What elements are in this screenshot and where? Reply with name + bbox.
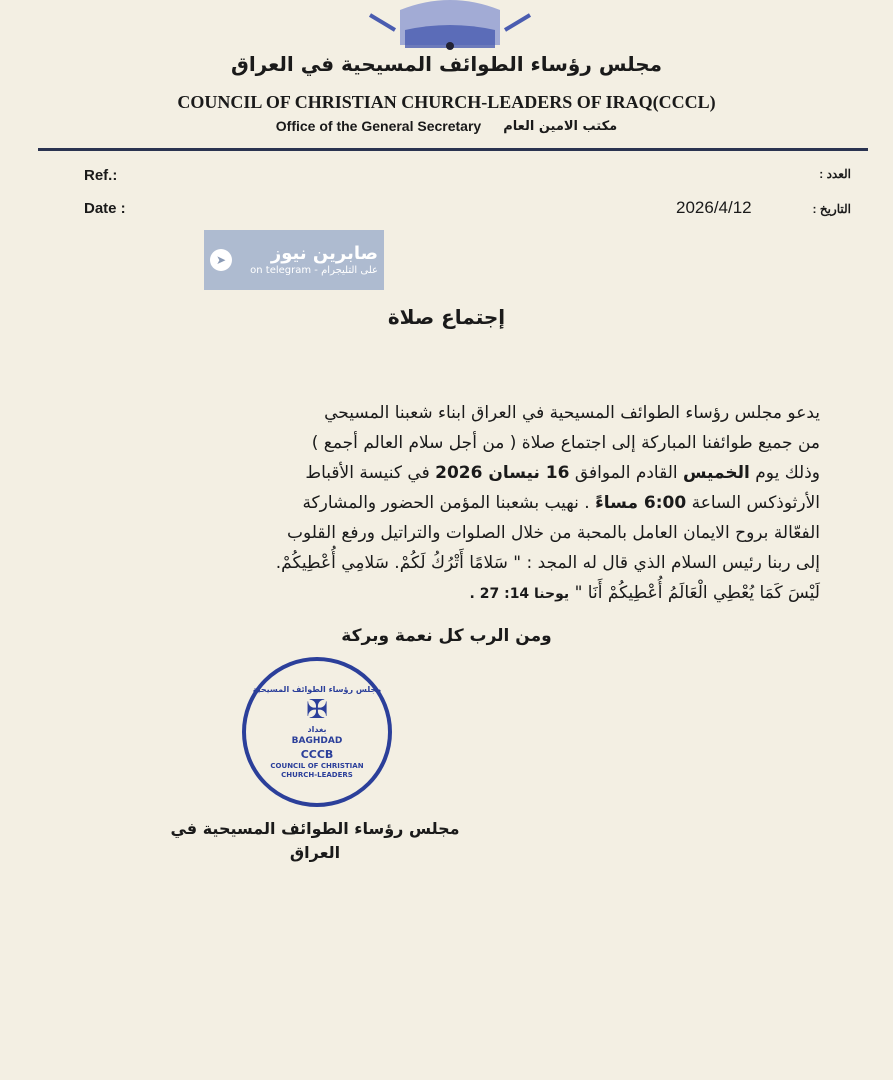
news-watermark [204,230,384,290]
stamp-city-arabic: بغداد [307,724,327,734]
council-logo [360,0,540,50]
letter-body [120,398,820,609]
body-text: الأرثوذكس الساعة [691,493,820,513]
date-label-arabic: التاريخ : [812,202,851,216]
stamp-abbr: CCCB [300,747,334,761]
body-day: الخميس [683,463,750,483]
watermark-name: صابرين نيوز [270,243,378,265]
body-line: يدعو مجلس رؤساء الطوائف المسيحية في العراق ابناء شعبنا المسيحي [324,403,820,423]
letter-heading: إجتماع صلاة [387,305,506,329]
stamp-arabic: مجلس رؤساء الطوائف المسيحية [252,684,382,694]
blessing: ومن الرب كل نعمة وبركة [341,626,552,646]
body-text: في كنيسة الأقباط [305,463,430,483]
cross-icon: ✠ [306,694,328,725]
stamp-outer-text: COUNCIL OF CHRISTIAN CHURCH-LEADERS [270,761,364,779]
body-quote: لَيْسَ كَمَا يُعْطِي الْعَالَمُ أُعْطِيكُمْ أَنَا " [574,583,820,603]
body-line [120,488,820,518]
body-line: إلى ربنا رئيس السلام الذي قال له المجد : " سَلامًا أَتْرُكُ لَكُمْ. سَلامِي أُعْطِيكُمْ. [275,553,820,573]
council-stamp [242,657,392,807]
body-time: 6:00 مساءً [595,493,687,513]
date-label: Date : [84,200,126,217]
body-text: القادم الموافق [574,463,678,483]
body-line [120,578,820,609]
council-title-english: COUNCIL OF CHRISTIAN CHURCH-LEADERS OF IRAQ(CCCL) [177,92,716,112]
office-arabic: مكتب الامين العام [503,118,618,134]
telegram-icon: ➤ [210,249,232,271]
ref-label: Ref.: [84,167,118,184]
body-citation: يوحنا 14: 27 . [469,586,570,602]
body-line [120,458,820,488]
office-english: Office of the General Secretary [275,118,482,134]
office-row [0,118,893,134]
body-date: 16 نيسان 2026 [435,463,570,483]
date-value: 2026/4/12 [676,198,752,217]
header-divider [38,148,868,151]
council-title-arabic: مجلس رؤساء الطوائف المسيحية في العراق [230,52,663,76]
watermark-sub: on telegram - على التليجرام [250,264,378,276]
letter-lower-section [0,398,893,865]
watermark-text [238,243,378,277]
stamp-city: BAGHDAD [291,735,343,746]
body-line: الفعّالة بروح الايمان العامل بالمحبة من خلال الصلوات والتراتيل ورفع القلوب [287,523,820,543]
ref-label-arabic: العدد : [819,167,851,181]
body-line: من جميع طوائفنا المباركة إلى اجتماع صلاة ( من أجل سلام العالم أجمع ) [311,433,820,453]
signature-line: مجلس رؤساء الطوائف المسيحية في العراق [170,819,460,862]
body-text: وذلك يوم [755,463,820,483]
body-text: . نهيب بشعبنا المؤمن الحضور والمشاركة [302,493,590,513]
